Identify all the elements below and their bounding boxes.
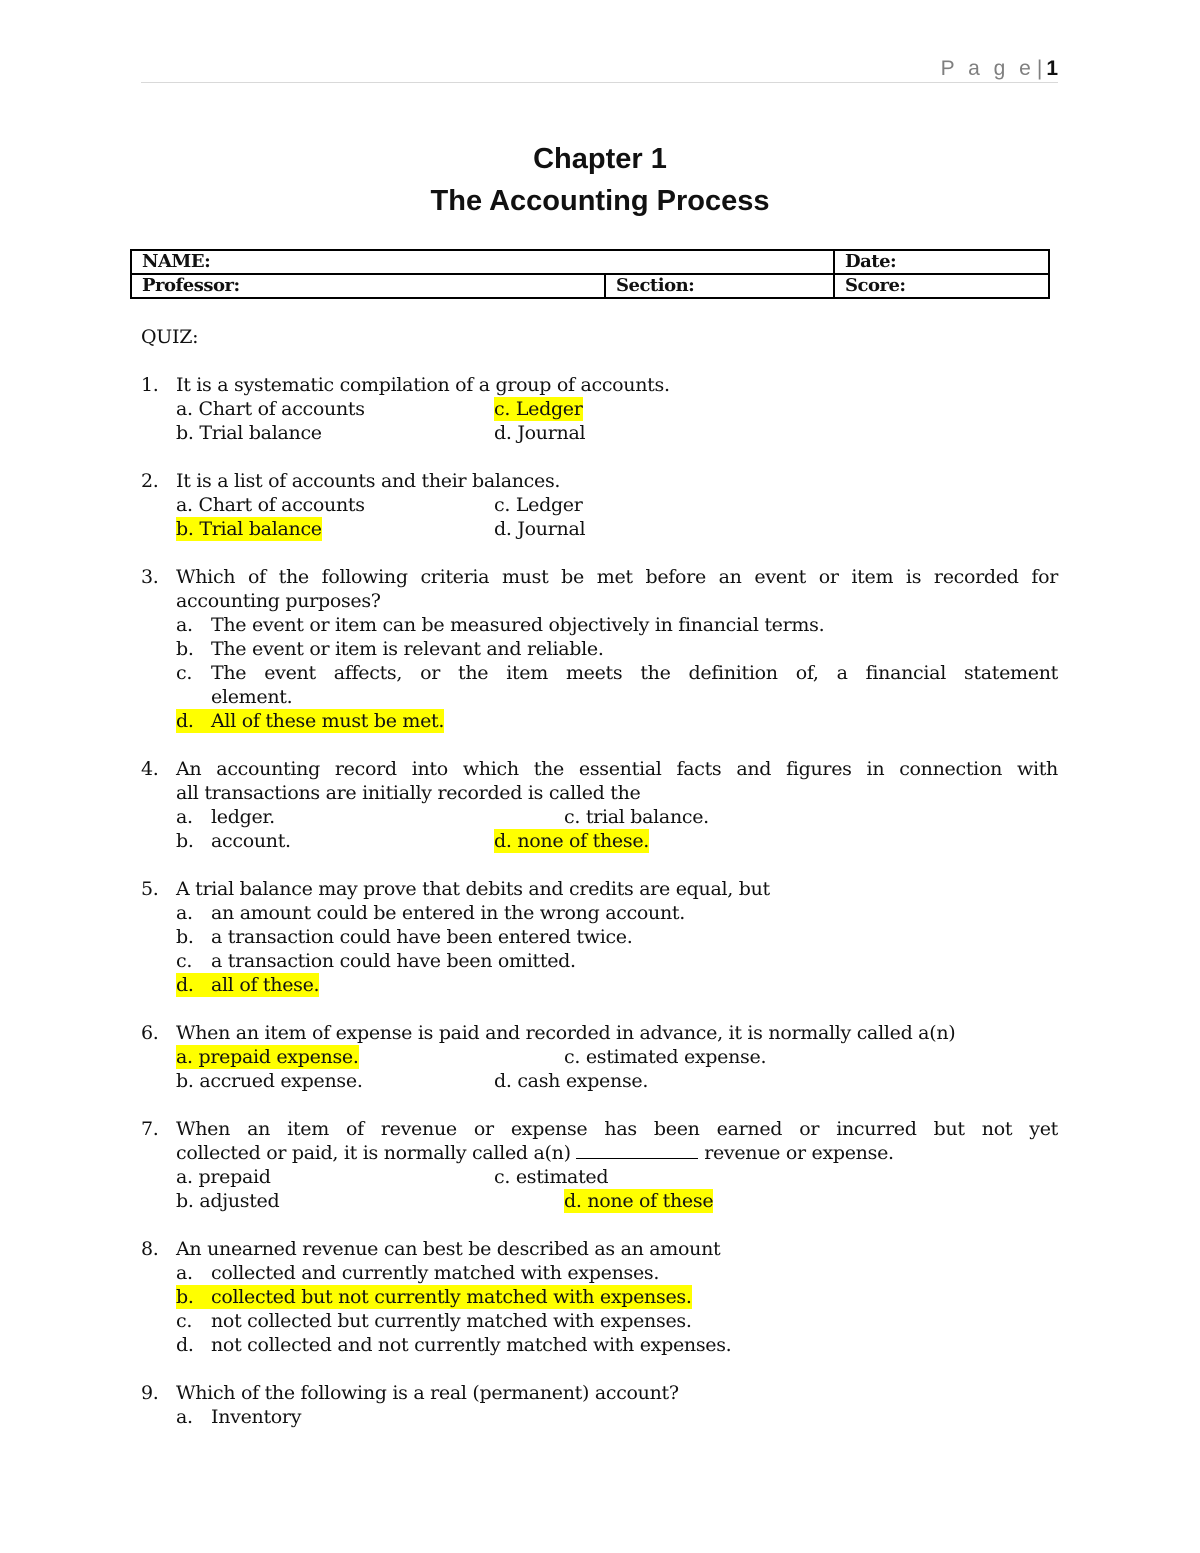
option-a	[141, 1261, 1058, 1285]
question-text-line2b: revenue or expense.	[704, 1142, 894, 1164]
page-header	[141, 56, 1058, 83]
question-text-line2: accounting purposes?	[176, 590, 381, 612]
option-letter: b.	[176, 638, 194, 660]
question-number: 1.	[141, 374, 159, 396]
question-2	[141, 469, 1058, 493]
option-letter: c.	[176, 1310, 193, 1332]
question-number: 9.	[141, 1382, 159, 1404]
option-row	[141, 1045, 1058, 1069]
option-row	[141, 805, 1058, 829]
option-text: The event or item can be measured objectively in financial terms.	[211, 614, 825, 636]
student-info-table	[130, 249, 1050, 299]
quiz-label: QUIZ:	[141, 326, 199, 348]
option-letter: a.	[176, 1262, 193, 1284]
chapter-subtitle: The Accounting Process	[430, 185, 770, 217]
option-row	[141, 397, 1058, 421]
answer-highlight	[176, 1285, 692, 1309]
option-text: an amount could be entered in the wrong account.	[211, 902, 685, 924]
option-d-answer	[141, 709, 1058, 733]
option-row	[141, 421, 1058, 445]
question-number: 7.	[141, 1118, 159, 1140]
page-digit: 1	[1046, 57, 1058, 80]
option-a: a. Chart of accounts	[176, 398, 365, 420]
question-number: 2.	[141, 470, 159, 492]
option-letter: d.	[176, 710, 194, 732]
option-letter: c.	[176, 662, 193, 684]
option-letter: a.	[176, 806, 193, 828]
option-d: d. Journal	[494, 422, 586, 444]
question-text: It is a list of accounts and their balances.	[176, 470, 561, 492]
option-text: not collected and not currently matched with expenses.	[211, 1334, 732, 1356]
option-c: c. estimated expense.	[564, 1046, 767, 1068]
option-d	[141, 1333, 1058, 1357]
question-8	[141, 1237, 1058, 1261]
option-b: b. Trial balance	[176, 422, 322, 444]
option-c	[141, 1309, 1058, 1333]
question-4	[141, 757, 1058, 781]
answer-highlight	[176, 709, 444, 733]
score-field[interactable]: Score:	[834, 274, 1049, 298]
question-5	[141, 877, 1058, 901]
question-9	[141, 1381, 1058, 1405]
option-a-answer: a. prepaid expense.	[176, 1046, 359, 1068]
question-number: 6.	[141, 1022, 159, 1044]
option-d-answer	[141, 973, 1058, 997]
option-letter: a.	[176, 614, 193, 636]
page-word: P a g e	[940, 57, 1035, 80]
option-a	[141, 1405, 1058, 1429]
page-number	[941, 56, 1058, 82]
option-text: collected and currently matched with expenses.	[211, 1262, 660, 1284]
option-text: Inventory	[211, 1406, 302, 1428]
question-number: 4.	[141, 758, 159, 780]
question-text: When an item of expense is paid and recorded in advance, it is normally called a(n)	[176, 1022, 956, 1044]
option-a	[141, 613, 1058, 637]
question-3	[141, 565, 1058, 589]
option-c: c. trial balance.	[564, 806, 709, 828]
quiz-body	[141, 325, 1058, 1429]
option-d-answer: d. none of these	[564, 1190, 714, 1212]
question-text-cont	[141, 1141, 1058, 1165]
question-number: 3.	[141, 566, 159, 588]
option-letter: a.	[176, 1406, 193, 1428]
question-number: 5.	[141, 878, 159, 900]
option-letter: a.	[176, 902, 193, 924]
question-text-cont	[141, 781, 1058, 805]
option-text: not collected but currently matched with expenses.	[211, 1310, 692, 1332]
option-row	[141, 1069, 1058, 1093]
question-text: Which of the following is a real (permanent) account?	[176, 1382, 679, 1404]
page-separator: |	[1036, 57, 1043, 80]
question-text-cont	[141, 589, 1058, 613]
option-text: All of these must be met.	[211, 710, 445, 732]
option-text-line2: element.	[211, 686, 293, 708]
answer-blank	[576, 1142, 698, 1159]
option-c	[141, 949, 1058, 973]
option-a	[141, 901, 1058, 925]
option-row	[141, 1165, 1058, 1189]
option-letter: d.	[176, 974, 194, 996]
option-b-answer	[141, 1285, 1058, 1309]
question-text: It is a systematic compilation of a group of accounts.	[176, 374, 670, 396]
section-field[interactable]: Section:	[605, 274, 834, 298]
option-a: a. Chart of accounts	[176, 494, 365, 516]
option-row	[141, 517, 1058, 541]
question-text: When an item of revenue or expense has been earned or incurred but not yet	[176, 1118, 1058, 1140]
option-text: a transaction could have been entered twice.	[211, 926, 633, 948]
question-text: Which of the following criteria must be met before an event or item is recorded for	[176, 566, 1058, 588]
question-text: An accounting record into which the essential facts and figures in connection with	[176, 758, 1058, 780]
question-text: A trial balance may prove that debits and credits are equal, but	[176, 878, 770, 900]
question-6	[141, 1021, 1058, 1045]
option-b-answer: b. Trial balance	[176, 518, 322, 540]
answer-highlight	[176, 973, 319, 997]
option-a: ledger.	[211, 806, 275, 828]
option-d: d. Journal	[494, 518, 586, 540]
chapter-title: Chapter 1	[533, 143, 667, 175]
option-d-answer: d. none of these.	[494, 830, 649, 852]
option-a: a. prepaid	[176, 1166, 271, 1188]
option-c-answer: c. Ledger	[494, 398, 583, 420]
option-row	[141, 829, 1058, 853]
option-text: The event or item is relevant and reliable.	[211, 638, 604, 660]
option-letter: b.	[176, 830, 194, 852]
option-row	[141, 493, 1058, 517]
option-c: c. Ledger	[494, 494, 583, 516]
option-text: The event affects, or the item meets the definition of, a financial statement	[211, 662, 1058, 684]
option-b: b. accrued expense.	[176, 1070, 363, 1092]
option-b: b. adjusted	[176, 1190, 280, 1212]
option-b: account.	[211, 830, 291, 852]
option-letter: c.	[176, 950, 193, 972]
question-7	[141, 1117, 1058, 1141]
question-1	[141, 373, 1058, 397]
option-d: d. cash expense.	[494, 1070, 649, 1092]
option-letter: b.	[176, 926, 194, 948]
option-text: collected but not currently matched with expenses.	[211, 1286, 692, 1308]
option-row	[141, 1189, 1058, 1213]
question-text: An unearned revenue can best be described as an amount	[176, 1238, 721, 1260]
professor-field[interactable]: Professor:	[131, 274, 605, 298]
question-text-line2: all transactions are initially recorded is called the	[176, 782, 641, 804]
option-c	[141, 661, 1058, 685]
option-b	[141, 637, 1058, 661]
option-text: a transaction could have been omitted.	[211, 950, 576, 972]
option-c: c. estimated	[494, 1166, 609, 1188]
option-letter: d.	[176, 1334, 194, 1356]
option-c-cont	[141, 685, 1058, 709]
question-text-line2a: collected or paid, it is normally called a(n)	[176, 1142, 571, 1164]
date-field[interactable]: Date:	[834, 250, 1049, 274]
option-b	[141, 925, 1058, 949]
question-number: 8.	[141, 1238, 159, 1260]
name-field[interactable]: NAME:	[131, 250, 834, 274]
option-text: all of these.	[211, 974, 320, 996]
option-letter: b.	[176, 1286, 194, 1308]
